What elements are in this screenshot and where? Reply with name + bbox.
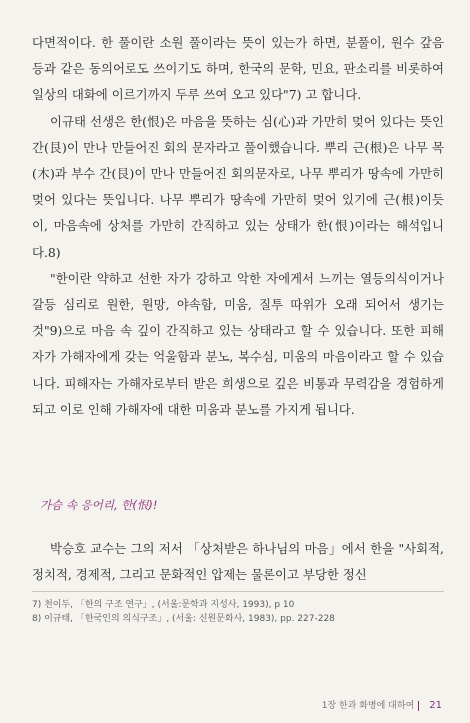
section-subheading: 가슴 속 응어리, 한(恨)! bbox=[40, 498, 158, 512]
footnote-7: 7) 천이두, 「한의 구조 연구」, (서울:문학과 지성사, 1993), p 10 bbox=[32, 600, 295, 610]
paragraph-4: 박승호 교수는 그의 저서 「상처받은 하나님의 마음」에서 한을 "사회적, 정치적, 경제적, 그리고 문화적인 압제는 물론이고 부당한 정신 bbox=[32, 541, 444, 583]
page-footer bbox=[322, 698, 442, 711]
paragraph-3: "한이란 약하고 선한 자가 강하고 악한 자에게서 느끼는 열등의식이거나 갈등 심리로 원한, 원망, 야속함, 미움, 질투 따위가 오래 되어서 생기는 것"9)으로 마음 속 깊이 간직하고 있는 상태라고 할 수 있습니다. 또한 피해자가 가해자에게 갖는 억울함과 분노, 복수심, 미움의 마음이라고 할 수 있습니다. 피해자는 가해자로부터 받은 희생으로 깊은 비통과 무력감을 경험하게 되고 이로 인해 가해자에 대한 미움과 분노를 가지게 됩니다. bbox=[32, 270, 444, 417]
paragraph-2: 이규태 선생은 한(恨)은 마음을 뜻하는 심(心)과 가만히 멎어 있다는 뜻인 간(艮)이 만나 만들어진 회의 문자라고 풀이했습니다. 뿌리 근(根)은 나무 목(木)과 부수 간(艮)이 만나 만들어진 회의문자로, 나무 뿌리가 땅속에 가만히 멎어 있다는 뜻입니다. 나무 뿌리가 땅속에 가만히 멎어 있기에 근(根)이듯이, 마음속에 상처를 가만히 간직하고 있는 상태가 한(恨)이라는 해석입니다.8) bbox=[32, 113, 444, 260]
footnote-8: 8) 이규태, 「한국인의 의식구조」, (서울: 신원문화사, 1983), pp. 227-228 bbox=[32, 614, 335, 624]
folio-divider bbox=[418, 701, 419, 711]
chapter-running-title: 1장 한과 화병에 대하여 bbox=[321, 701, 415, 711]
page-number: 21 bbox=[429, 700, 442, 711]
body-text-continued bbox=[32, 536, 444, 588]
paragraph-1: 다면적이다. 한 풀이란 소원 풀이라는 뜻이 있는가 하면, 분풀이, 원수 갚음 등과 같은 동의어로도 쓰이기도 하며, 한국의 문학, 민요, 판소리를 비롯하여 일상의 대화에 이르기까지 두루 쓰여 오고 있다"7) 고 합니다. bbox=[32, 35, 444, 103]
body-text bbox=[32, 30, 444, 423]
footnote-divider bbox=[32, 591, 444, 592]
footnotes bbox=[32, 598, 452, 626]
